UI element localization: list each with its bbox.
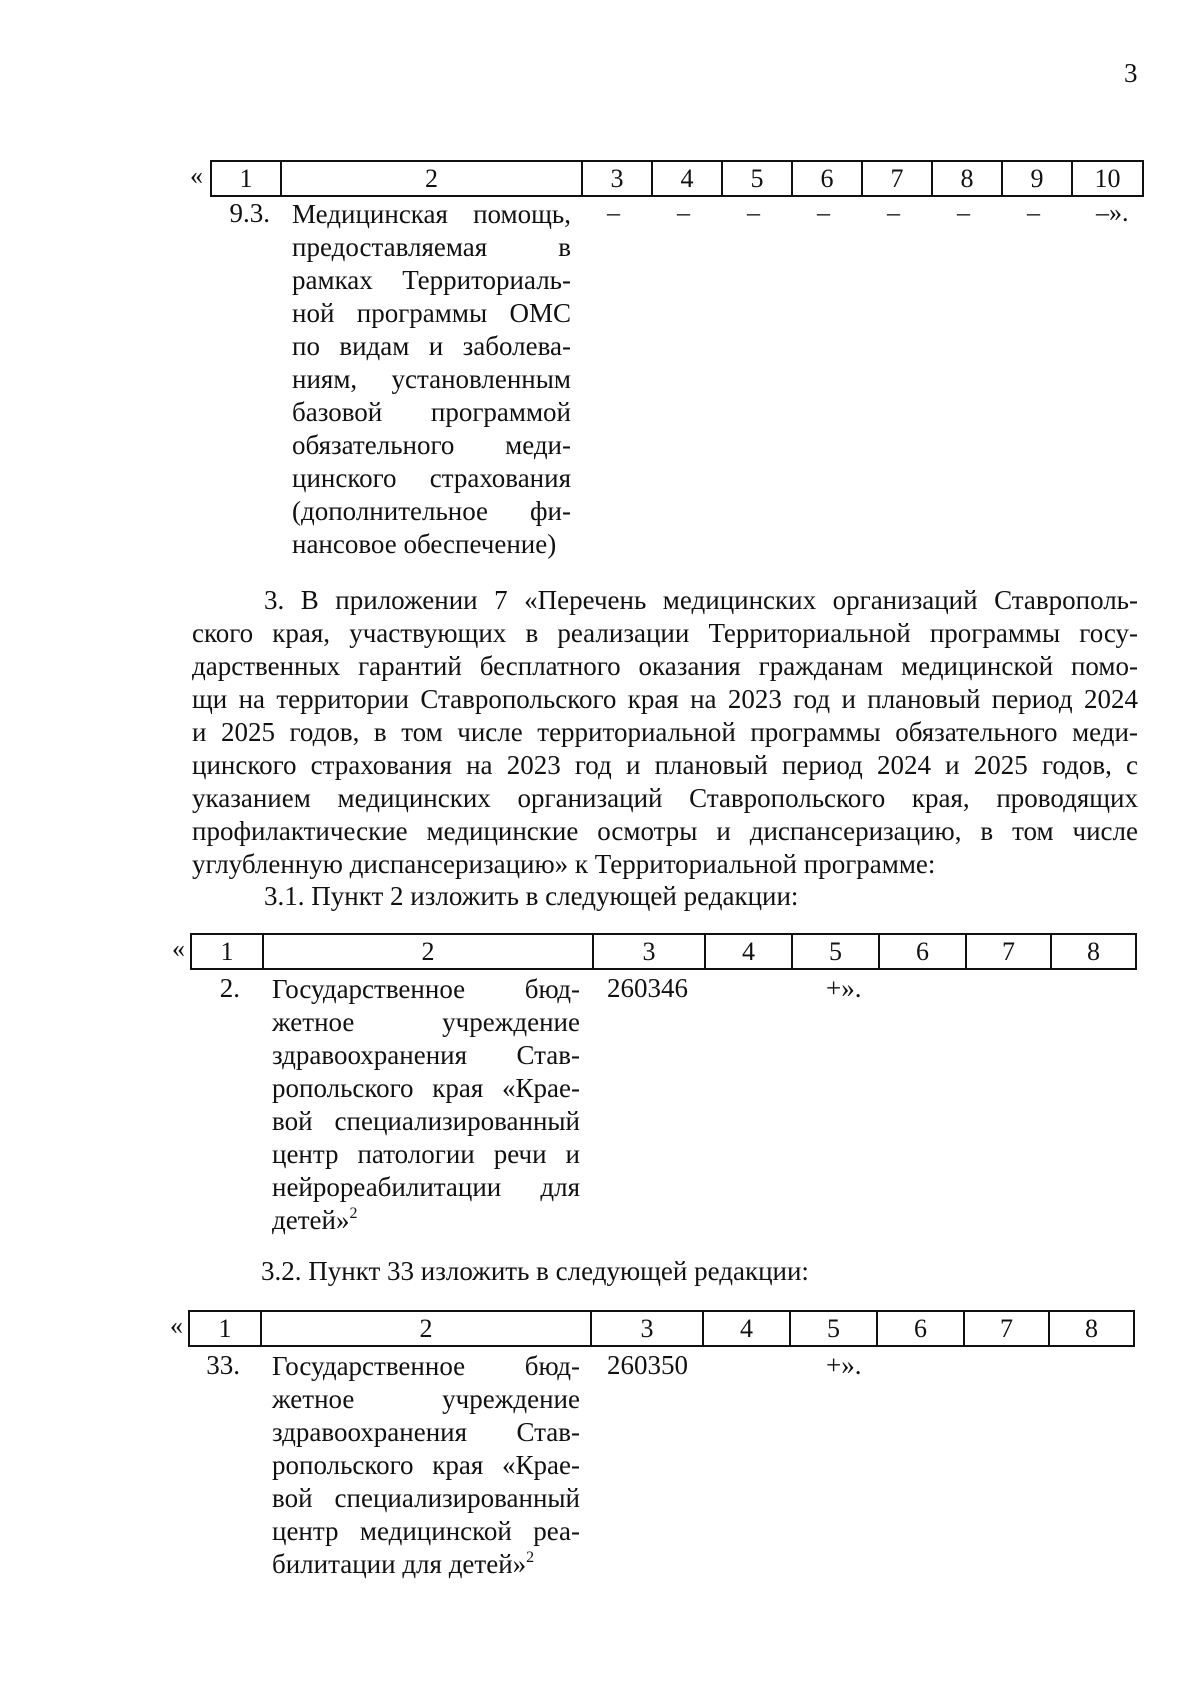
table1-name-line: базовой программой (292, 397, 571, 427)
table2-col-7: 7 (966, 934, 1051, 969)
paragraph-line: профилактические медицинские осмотры и диспансеризацию, в том числе (192, 816, 1138, 846)
table3-col5-value: +». (826, 1350, 862, 1380)
table1-col-4: 4 (652, 161, 722, 196)
table2-name-line: здравоохранения Став- (272, 1040, 580, 1070)
table2-col-1: 1 (191, 934, 263, 969)
table3-name-last: билитации для детей» (272, 1549, 527, 1579)
table3-col-7: 7 (964, 1311, 1049, 1346)
table3-name-line: вой специализированный (272, 1483, 580, 1513)
table1-name-line: ной программы ОМС (292, 298, 571, 328)
table3-name-line: Государственное бюд- (272, 1351, 580, 1381)
table1-name-line: рамках Территориаль- (292, 265, 571, 295)
paragraph-line: цинского страхования на 2023 год и плановый период 2024 и 2025 годов, с (192, 750, 1138, 780)
table1-col-1: 1 (211, 161, 281, 196)
table1-col-9: 9 (1002, 161, 1072, 196)
table1-col-2: 2 (281, 161, 582, 196)
paragraph-line: указанием медицинских организаций Ставропольского края, проводящих (192, 783, 1138, 813)
item-3-2: 3.2. Пункт 33 изложить в следующей редакции: (261, 1256, 809, 1286)
table1-col-3: 3 (582, 161, 652, 196)
table1-dash-col6: – (817, 198, 830, 227)
table3-name-line: центр медицинской реа- (272, 1516, 580, 1546)
table1-dash-col5: – (747, 198, 760, 227)
table2-open-quote: « (172, 934, 185, 963)
table3-col-3: 3 (591, 1311, 703, 1346)
table1-col-6: 6 (792, 161, 862, 196)
paragraph-3 (192, 584, 1138, 881)
table2-name-line: ропольского края «Крае- (272, 1073, 580, 1103)
table1-col-7: 7 (862, 161, 932, 196)
table2-name-line: вой специализированный (272, 1106, 580, 1136)
table2-col-6: 6 (879, 934, 966, 969)
table3-row-number: 33. (206, 1350, 240, 1380)
table2-col-3: 3 (593, 934, 705, 969)
table1-dash-col9: – (1027, 198, 1040, 227)
table2-name-line: Государственное бюд- (272, 974, 580, 1004)
table1-name-line: (дополнительное фи- (292, 496, 571, 526)
paragraph-line: щи на территории Ставропольского края на 2023 год и плановый период 2024 (192, 684, 1138, 714)
table1-col-8: 8 (932, 161, 1002, 196)
table1-name-line: ниям, установленным (292, 364, 571, 394)
table2-name-line: нейрореабилитации для (272, 1172, 580, 1202)
table1-col-5: 5 (722, 161, 792, 196)
table1-open-quote: « (190, 161, 203, 190)
table3-footnote-mark: 2 (526, 1549, 535, 1566)
table2-footnote-mark: 2 (349, 1205, 358, 1222)
table2-row-number: 2. (219, 973, 240, 1003)
paragraph-line: углубленную диспансеризацию» к Территориальной программе: (192, 849, 936, 879)
table2-header (190, 933, 1137, 970)
table1-row-name (292, 198, 571, 561)
table2-name-line: жетное учреждение (272, 1007, 580, 1037)
paragraph-line: ского края, участвующих в реализации Территориальной программы госу- (192, 618, 1138, 648)
table3-open-quote: « (170, 1311, 183, 1340)
table1-dash-col3: – (607, 198, 620, 227)
paragraph-line: дарственных гарантий бесплатного оказания гражданам медицинской помо- (192, 651, 1138, 681)
table2-row-name (272, 973, 580, 1237)
table3-name-line: здравоохранения Став- (272, 1417, 580, 1447)
item-3-1: 3.1. Пункт 2 изложить в следующей редакции: (264, 881, 799, 911)
table2-name-line (272, 1204, 580, 1237)
table1-name-line: Медицинская помощь, (292, 199, 571, 229)
table2-code: 260346 (607, 973, 688, 1003)
table1-name-line: цинского страхования (292, 463, 571, 493)
table2-col5-value: +». (826, 973, 862, 1003)
table1-name-line: обязательного меди- (292, 430, 571, 460)
page-number: 3 (1124, 58, 1138, 88)
table2-col-4: 4 (705, 934, 792, 969)
table1-name-line: предоставляемая в (292, 232, 571, 262)
table3-code: 260350 (607, 1350, 688, 1380)
table3-col-6: 6 (877, 1311, 964, 1346)
table3-row-name (272, 1350, 580, 1581)
table3-name-line: ропольского края «Крае- (272, 1450, 580, 1480)
table1-dash-col8: – (957, 198, 970, 227)
table2-col-5: 5 (792, 934, 879, 969)
table2-col-8: 8 (1051, 934, 1136, 969)
table2-name-last: детей» (272, 1205, 350, 1235)
table3-col-8: 8 (1049, 1311, 1134, 1346)
table3-name-line: жетное учреждение (272, 1384, 580, 1414)
table3-col-2: 2 (261, 1311, 591, 1346)
table1-name-line: по видам и заболева- (292, 331, 571, 361)
table1-col-10: 10 (1072, 161, 1143, 196)
table1-dash-col10: –». (1096, 198, 1129, 227)
paragraph-line: и 2025 годов, в том числе территориальной программы обязательного меди- (192, 717, 1138, 747)
table2-col-2: 2 (263, 934, 593, 969)
paragraph-line: 3. В приложении 7 «Перечень медицинских организаций Ставрополь- (264, 585, 1138, 615)
table1-dash-col7: – (887, 198, 900, 227)
table1-header (210, 160, 1144, 197)
table3-name-line (272, 1548, 580, 1581)
table3-header (188, 1310, 1135, 1347)
table3-col-4: 4 (703, 1311, 790, 1346)
table1-row-number: 9.3. (229, 198, 270, 228)
table2-name-line: центр патологии речи и (272, 1139, 580, 1169)
table1-name-line: нансовое обеспечение) (292, 529, 557, 559)
table3-col-1: 1 (189, 1311, 261, 1346)
table1-dash-col4: – (677, 198, 690, 227)
table3-col-5: 5 (790, 1311, 877, 1346)
